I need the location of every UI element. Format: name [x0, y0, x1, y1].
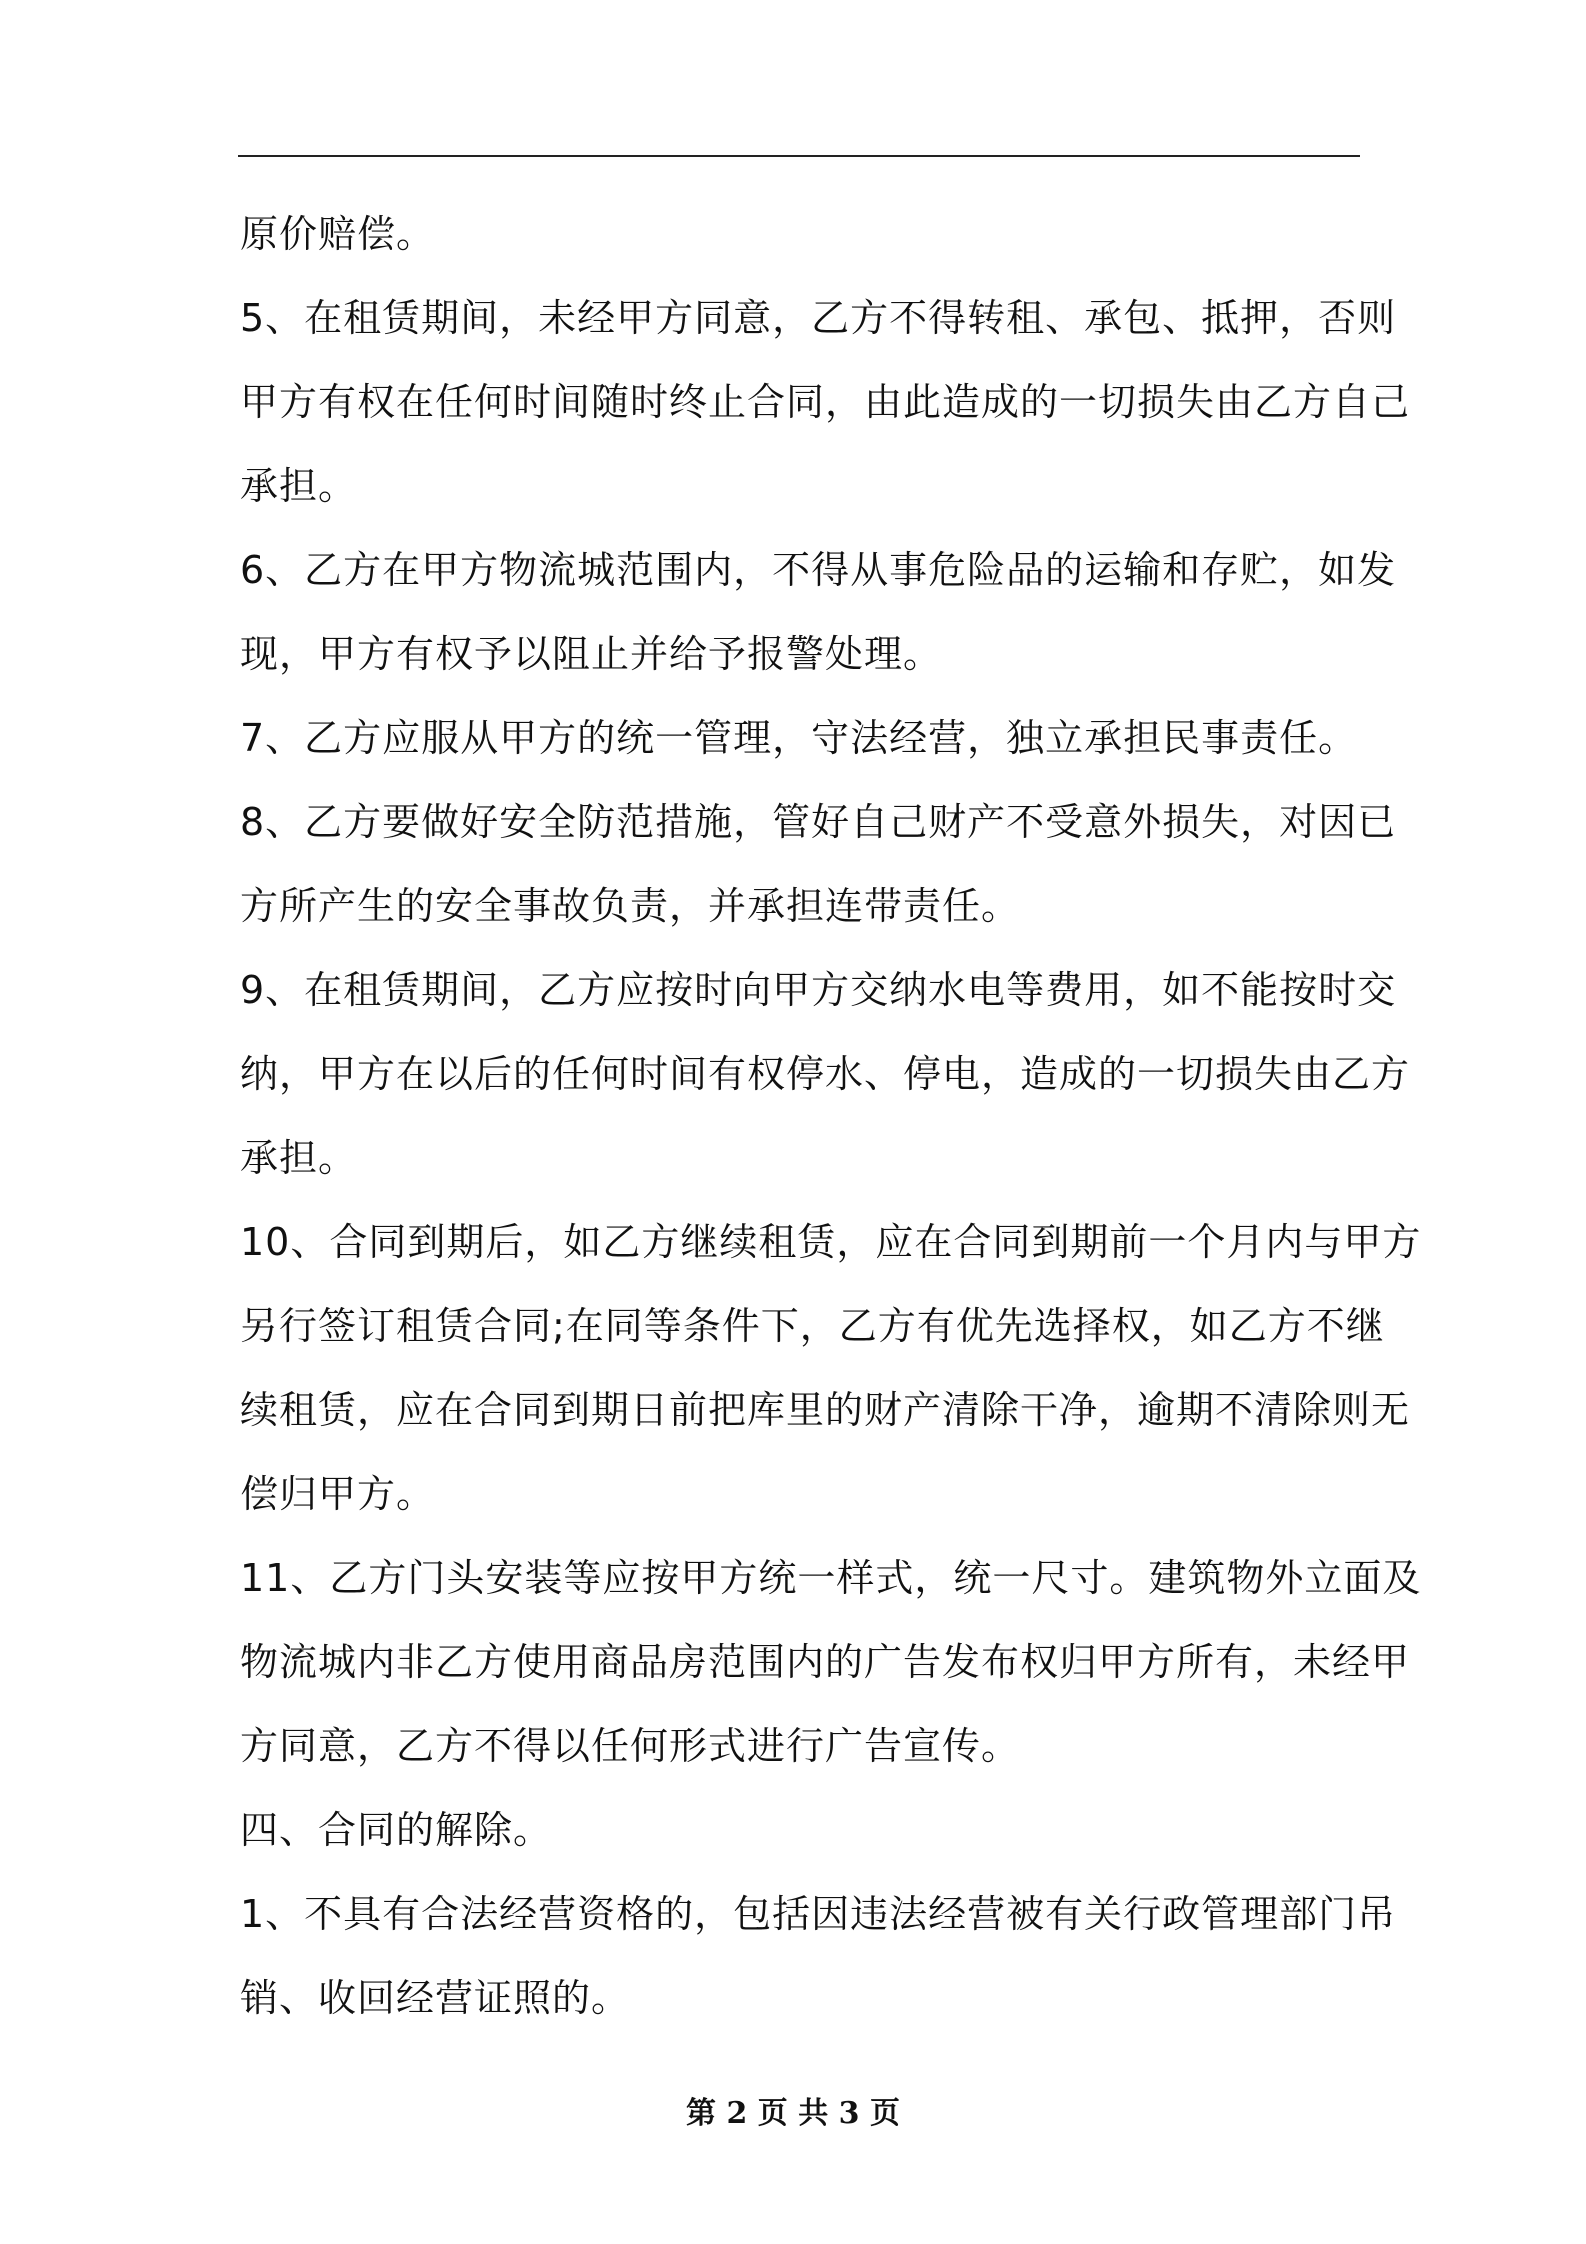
- text-line: 11、乙方门头安装等应按甲方统一样式，统一尺寸。建筑物外立面及: [240, 1556, 1422, 1600]
- text-line: 另行签订租赁合同;在同等条件下，乙方有优先选择权，如乙方不继: [240, 1304, 1385, 1348]
- header-rule: [238, 155, 1360, 157]
- text-line: 10、合同到期后，如乙方继续租赁，应在合同到期前一个月内与甲方: [240, 1220, 1422, 1264]
- section-heading: 四、合同的解除。: [240, 1808, 553, 1852]
- text-line: 7、乙方应服从甲方的统一管理，守法经营，独立承担民事责任。: [240, 716, 1358, 760]
- text-line: 承担。: [240, 464, 358, 508]
- text-line: 8、乙方要做好安全防范措施，管好自己财产不受意外损失，对因已: [240, 800, 1397, 844]
- text-line: 甲方有权在任何时间随时终止合同，由此造成的一切损失由乙方自己: [240, 380, 1411, 424]
- text-line: 6、乙方在甲方物流城范围内，不得从事危险品的运输和存贮，如发: [240, 548, 1397, 592]
- text-line: 方所产生的安全事故负责，并承担连带责任。: [240, 884, 1021, 928]
- text-line: 9、在租赁期间，乙方应按时向甲方交纳水电等费用，如不能按时交: [240, 968, 1397, 1012]
- text-line: 1、不具有合法经营资格的，包括因违法经营被有关行政管理部门吊: [240, 1892, 1397, 1936]
- document-body: [240, 192, 1422, 2040]
- text-line: 销、收回经营证照的。: [240, 1976, 631, 2020]
- text-line: 纳，甲方在以后的任何时间有权停水、停电，造成的一切损失由乙方: [240, 1052, 1411, 1096]
- text-line: 现，甲方有权予以阻止并给予报警处理。: [240, 632, 943, 676]
- text-line: 原价赔偿。: [240, 212, 436, 256]
- page-number-footer: 第 2 页 共 3 页: [686, 2096, 900, 2131]
- text-line: 续租赁，应在合同到期日前把库里的财产清除干净，逾期不清除则无: [240, 1388, 1411, 1432]
- text-line: 物流城内非乙方使用商品房范围内的广告发布权归甲方所有，未经甲: [240, 1640, 1411, 1684]
- text-line: 方同意，乙方不得以任何形式进行广告宣传。: [240, 1724, 1021, 1768]
- text-line: 偿归甲方。: [240, 1472, 436, 1516]
- text-line: 承担。: [240, 1136, 358, 1180]
- text-line: 5、在租赁期间，未经甲方同意，乙方不得转租、承包、抵押，否则: [240, 296, 1397, 340]
